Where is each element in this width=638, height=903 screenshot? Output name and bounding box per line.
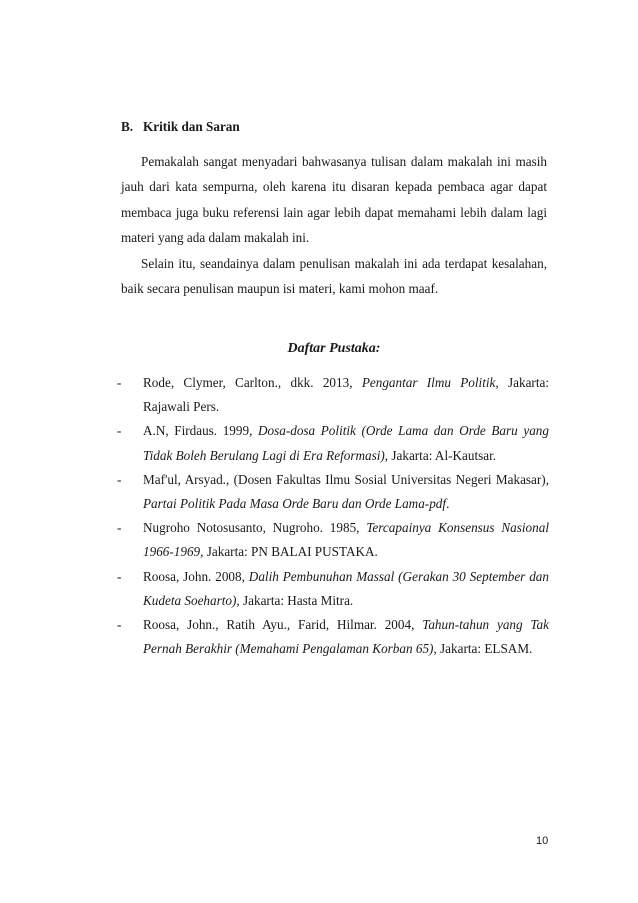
reference-bullet: -	[117, 423, 122, 439]
section-title: Kritik dan Saran	[143, 119, 240, 134]
references-title: Daftar Pustaka:	[287, 341, 381, 356]
reference-item	[117, 419, 549, 467]
reference-author: Nugroho Notosusanto, Nugroho. 1985,	[143, 520, 367, 536]
reference-title: Partai Politik Pada Masa Orde Baru dan Orde Lama-pdf	[143, 496, 447, 512]
reference-title: Tahun-tahun yang Tak Pernah Berakhir (Memahami Pengalaman Korban 65)	[143, 617, 550, 657]
reference-publisher: , Jakarta: Al-Kautsar.	[384, 447, 497, 463]
reference-bullet: -	[117, 568, 122, 584]
reference-title: Dalih Pembunuhan Massal (Gerakan 30 September dan Kudeta Soeharto)	[143, 568, 549, 608]
page-number: 10	[536, 835, 549, 847]
reference-author: Roosa, John. 2008,	[143, 568, 249, 584]
reference-bullet: -	[117, 375, 122, 390]
reference-publisher: , Jakarta: Rajawali Pers.	[143, 375, 549, 415]
reference-author: A.N, Firdaus. 1999,	[143, 423, 258, 439]
reference-author: Roosa, John., Ratih Ayu., Farid, Hilmar. 2004,	[143, 617, 423, 633]
paragraph-2-text: Selain itu, seandainya dalam penulisan makalah ini ada terdapat kesalahan, baik secara penulisan maupun isi materi, kami mohon maaf.	[121, 256, 547, 297]
reference-title: Tercapainya Konsensus Nasional 1966-1969	[143, 520, 549, 560]
reference-bullet: -	[117, 617, 122, 633]
reference-bullet: -	[117, 520, 122, 536]
reference-item	[117, 468, 549, 516]
section-heading	[121, 119, 240, 135]
reference-item	[117, 371, 549, 419]
reference-title: Pengantar Ilmu Politik	[361, 375, 496, 390]
reference-author: Rode, Clymer, Carlton., dkk. 2013,	[143, 375, 362, 390]
paragraph-1	[121, 149, 547, 250]
paragraph-1-text: Pemakalah sangat menyadari bahwasanya tulisan dalam makalah ini masih jauh dari kata sempurna, oleh karena itu disaran kepada pembaca agar dapat membaca juga buku referensi lain agar lebih dapat memahami lebih dalam lagi materi yang ada dalam makalah ini.	[121, 154, 547, 245]
reference-bullet: -	[117, 471, 122, 487]
reference-title: Dosa-dosa Politik (Orde Lama dan Orde Baru yang Tidak Boleh Berulang Lagi di Era Reformasi)	[143, 423, 549, 463]
reference-publisher: , Jakarta: ELSAM.	[433, 641, 533, 657]
reference-item	[117, 613, 549, 661]
reference-item	[117, 516, 549, 564]
paragraph-2	[121, 251, 547, 302]
reference-publisher: , Jakarta: PN BALAI PUSTAKA.	[200, 544, 378, 560]
reference-author: Maf'ul, Arsyad., (Dosen Fakultas Ilmu Sosial Universitas Negeri Makasar),	[143, 471, 549, 487]
section-number: B.	[121, 119, 134, 134]
reference-publisher: , Jakarta: Hasta Mitra.	[236, 592, 354, 608]
reference-list	[117, 371, 549, 661]
reference-publisher: .	[446, 496, 450, 512]
reference-item	[117, 565, 549, 613]
